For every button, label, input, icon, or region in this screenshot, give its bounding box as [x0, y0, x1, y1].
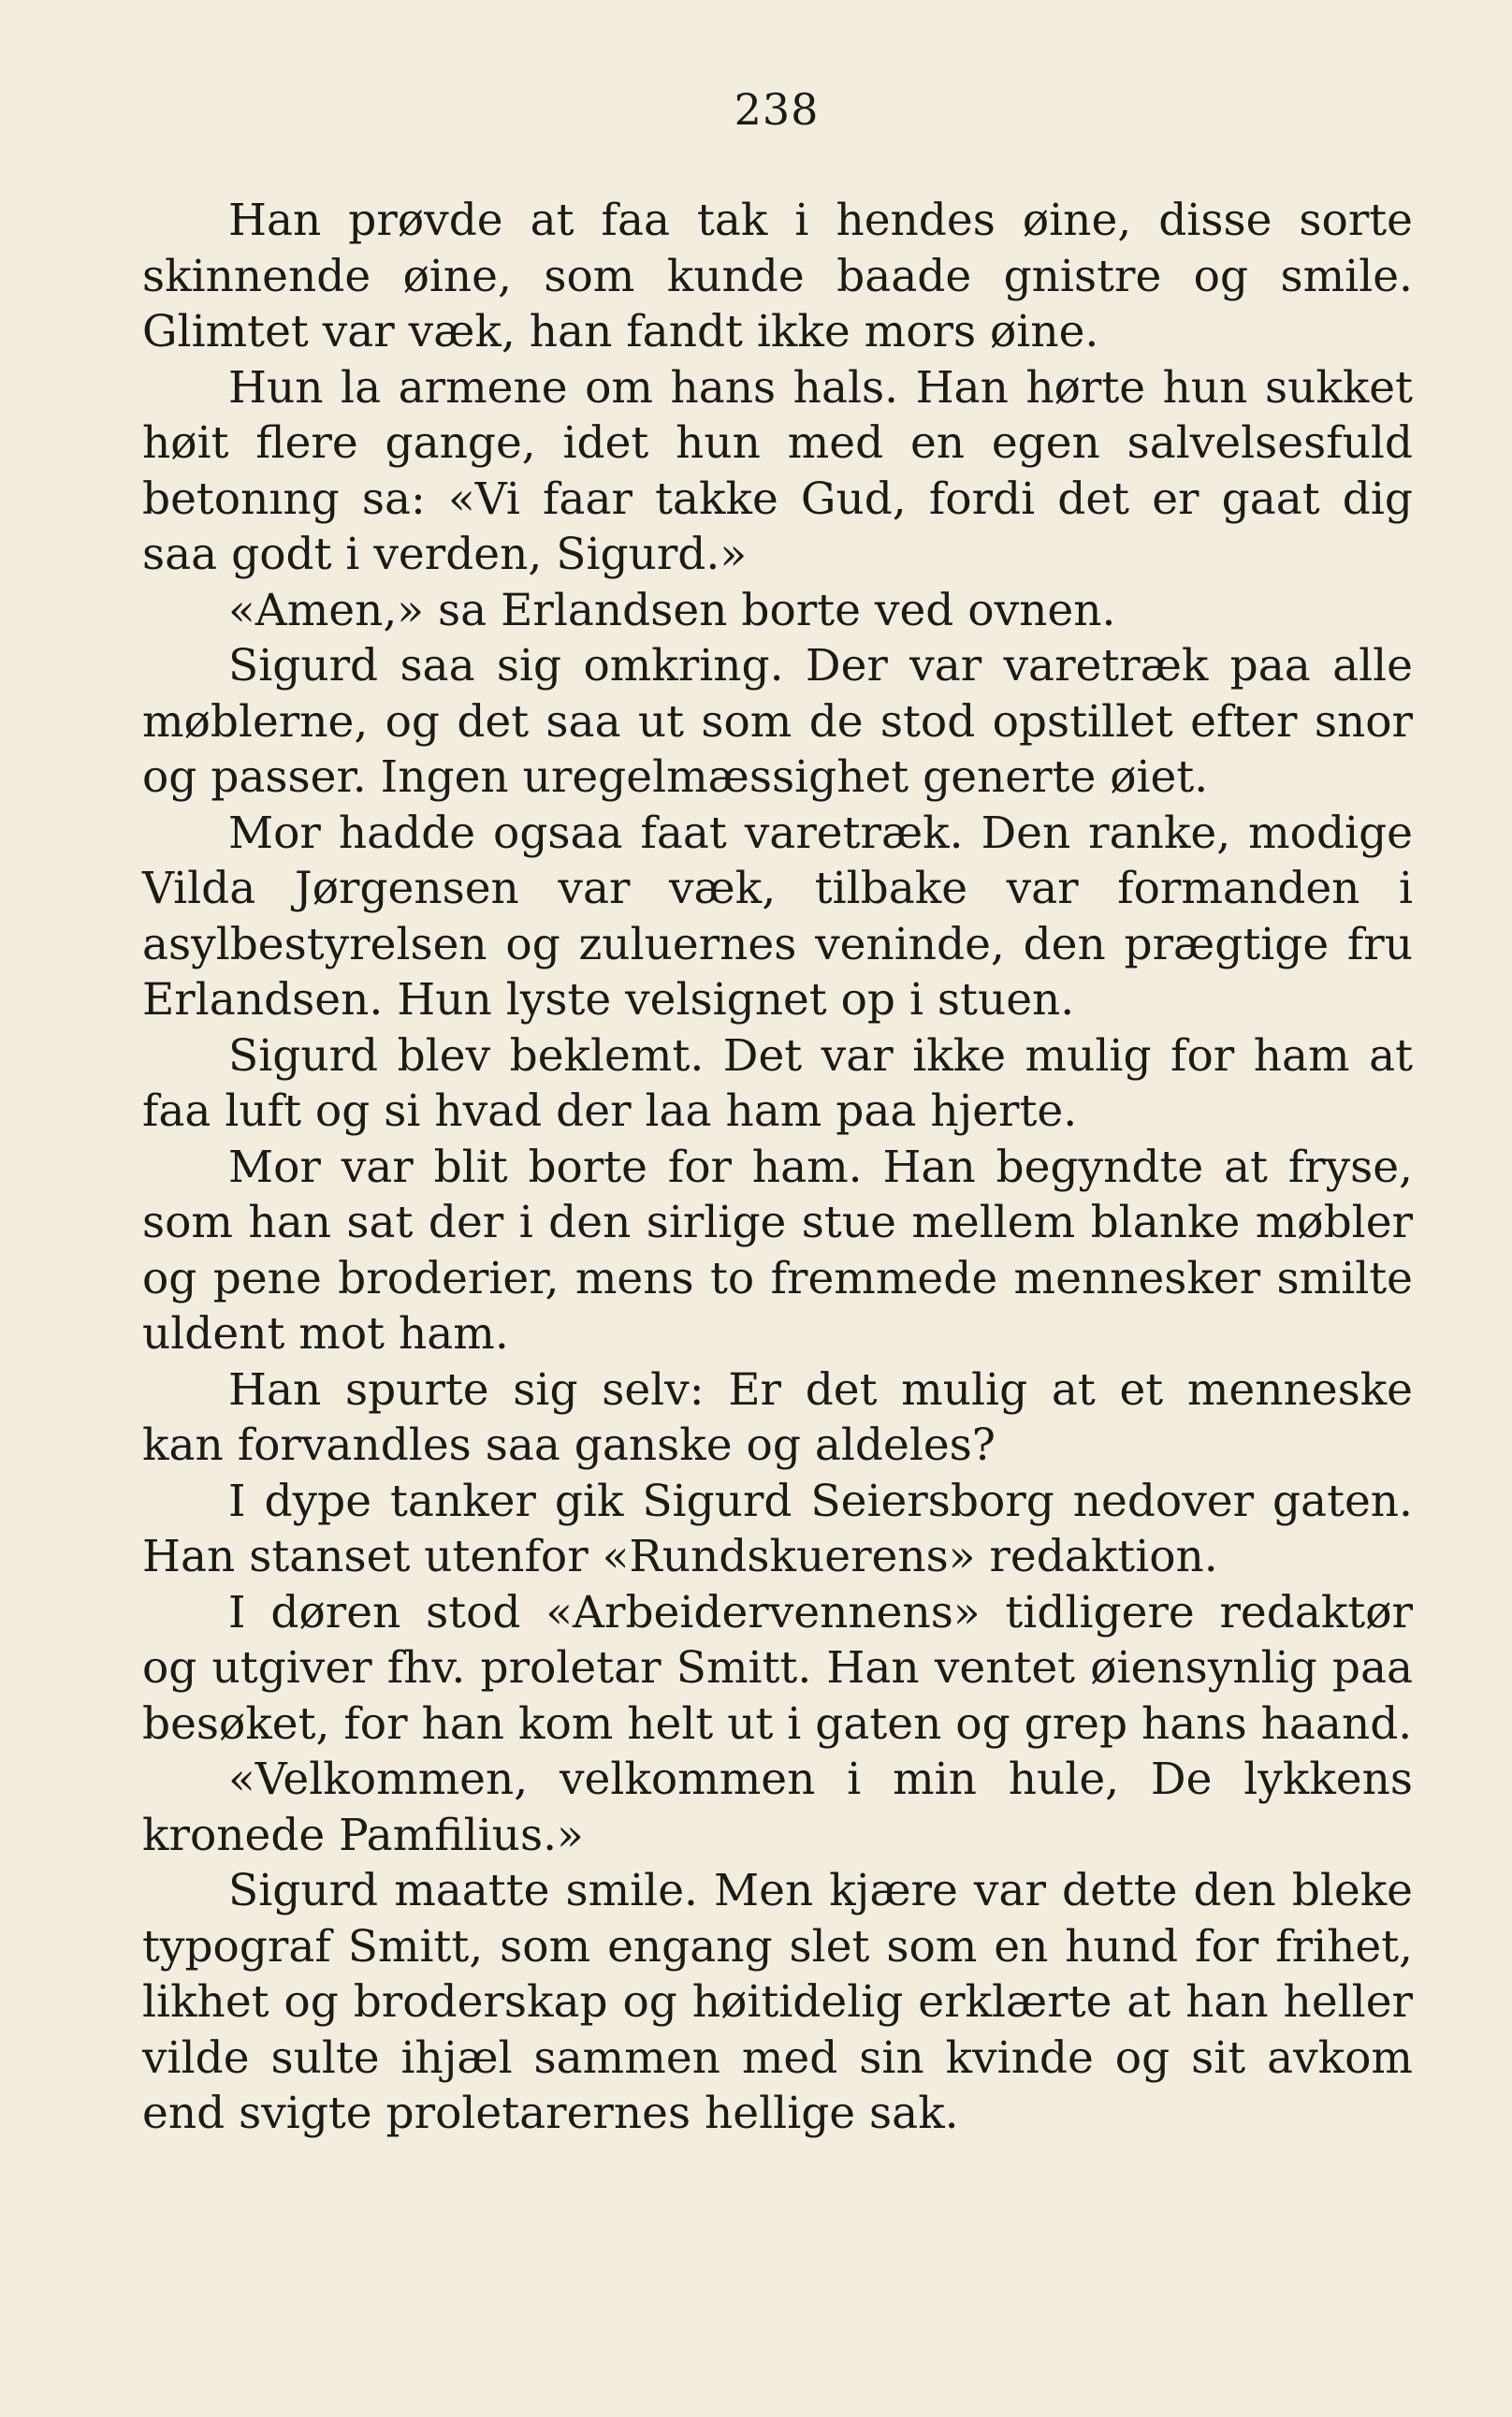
paragraph: «Amen,» sa Erlandsen borte ved ovnen. — [228, 584, 1116, 636]
page-number: 238 — [734, 84, 820, 135]
paragraph: I døren stod «Arbeidervennens» tidligere redaktør og utgiver fhv. proletar Smitt. Han ventet øiensynlig paa besøket, for han kom helt ut i gaten og grep hans haand. — [142, 1586, 1413, 1750]
paragraph: Mor var blit borte for ham. Han begyndte at fryse, som han sat der i den sirlige stue mellem blanke møbler og pene broderier, mens to fremmede mennesker smilte uldent mot ham. — [142, 1141, 1413, 1360]
body-text — [142, 193, 1413, 2142]
paragraph: Han spurte sig selv: Er det mulig at et menneske kan forvandles saa ganske og aldeles? — [142, 1363, 1413, 1471]
paragraph: Hun la armene om hans hals. Han hørte hun sukket høit flere gange, idet hun med en egen salvelsesfuld betonıng sa: «Vi faar takke Gud, fordi det er gaat dig saa godt i verden, Sigurd.» — [142, 361, 1413, 580]
paragraph: Sigurd blev beklemt. Det var ikke mulig for ham at faa luft og si hvad der laa ham paa hjerte. — [142, 1029, 1413, 1137]
paragraph: I dype tanker gik Sigurd Seiersborg nedover gaten. Han stanset utenfor «Rundskuerens» redaktion. — [142, 1475, 1413, 1582]
paragraph: «Velkommen, velkommen i min hule, De lykkens kronede Pamfilius.» — [142, 1754, 1413, 1861]
paragraph: Sigurd maatte smile. Men kjære var dette den bleke typograf Smitt, som engang slet som en hund for frihet, likhet og broderskap og høitidelig erklærte at han heller vilde sulte ihjæl sammen med sin kvinde og sit avkom end svigte proletarernes hellige sak. — [142, 1865, 1413, 2139]
paragraph: Han prøvde at faa tak i hendes øine, disse sorte skinnende øine, som kunde baade gnistre og smile. Glimtet var væk, han fandt ikke mors øine. — [142, 195, 1413, 357]
paragraph: Mor hadde ogsaa faat varetræk. Den ranke, modige Vilda Jørgensen var væk, tilbake var formanden i asylbestyrelsen og zuluernes veninde, den prægtige fru Erlandsen. Hun lyste velsignet op i stuen. — [142, 807, 1413, 1026]
paragraph: Sigurd saa sig omkring. Der var varetræk paa alle møblerne, og det saa ut som de stod opstillet efter snor og passer. Ingen uregelmæssighet generte øiet. — [142, 640, 1413, 803]
